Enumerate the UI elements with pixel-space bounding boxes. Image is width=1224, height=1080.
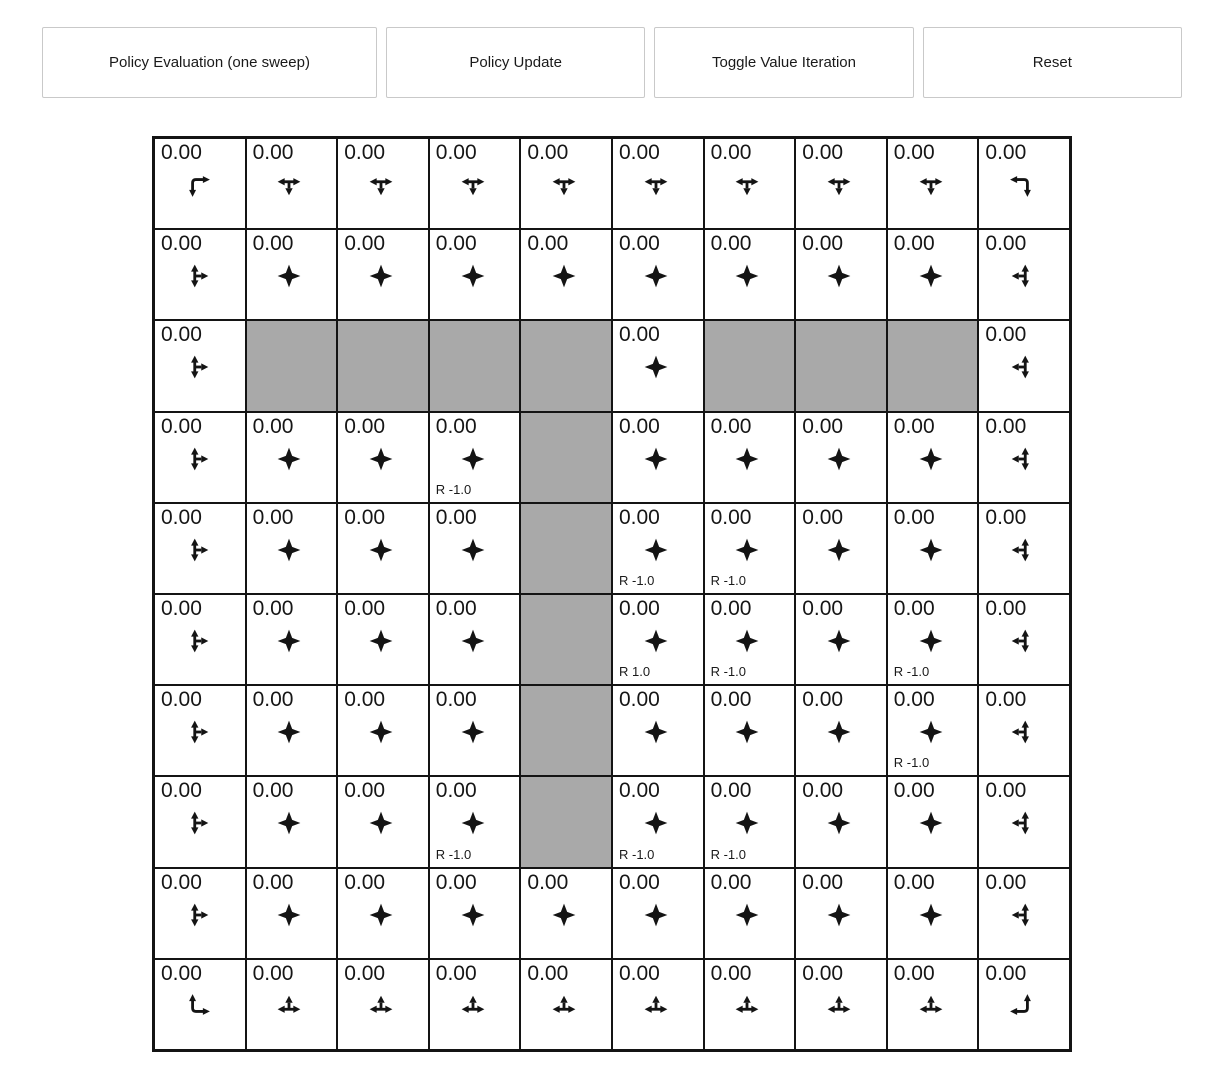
- wall-cell[interactable]: [520, 503, 612, 594]
- arrows-left-right-up-icon: [460, 993, 486, 1019]
- state-value: 0.00: [435, 688, 477, 712]
- state-value: 0.00: [985, 232, 1027, 256]
- arrows-all-directions-icon: [276, 537, 302, 563]
- state-value: 0.00: [435, 596, 477, 620]
- state-cell[interactable]: [154, 412, 246, 503]
- state-cell[interactable]: [246, 138, 338, 229]
- arrows-left-right-down-icon: [551, 172, 577, 198]
- state-cell[interactable]: [337, 685, 429, 776]
- arrows-all-directions-icon: [734, 263, 760, 289]
- state-value: 0.00: [161, 870, 202, 894]
- state-value: 0.00: [893, 870, 935, 894]
- state-cell[interactable]: [154, 503, 246, 594]
- state-value: 0.00: [618, 505, 660, 529]
- state-cell[interactable]: [337, 503, 429, 594]
- arrows-all-directions-icon: [368, 446, 394, 472]
- state-cell[interactable]: [520, 868, 612, 959]
- state-cell[interactable]: [978, 959, 1070, 1050]
- state-cell[interactable]: [154, 138, 246, 229]
- state-value: 0.00: [710, 779, 752, 803]
- state-value: 0.00: [527, 232, 569, 256]
- state-value: 0.00: [985, 141, 1027, 164]
- state-value: 0.00: [435, 961, 477, 985]
- wall-cell[interactable]: [520, 594, 612, 685]
- state-value: 0.00: [252, 779, 294, 803]
- state-cell[interactable]: [795, 776, 887, 867]
- wall-cell[interactable]: [246, 320, 338, 411]
- state-value: 0.00: [893, 232, 935, 256]
- arrows-all-directions-icon: [460, 537, 486, 563]
- wall-cell[interactable]: [429, 320, 521, 411]
- state-cell[interactable]: [704, 138, 796, 229]
- state-cell[interactable]: [978, 776, 1070, 867]
- state-cell[interactable]: [978, 229, 1070, 320]
- state-cell[interactable]: [612, 959, 704, 1050]
- state-cell[interactable]: [887, 412, 979, 503]
- state-cell[interactable]: [704, 229, 796, 320]
- state-value: 0.00: [893, 414, 935, 438]
- state-value: 0.00: [618, 414, 660, 438]
- arrows-up-down-right-icon: [185, 446, 211, 472]
- state-cell[interactable]: [612, 776, 704, 867]
- state-cell[interactable]: [612, 685, 704, 776]
- state-cell[interactable]: [795, 594, 887, 685]
- arrows-left-right-down-icon: [734, 172, 760, 198]
- state-cell[interactable]: [795, 138, 887, 229]
- state-cell[interactable]: [887, 503, 979, 594]
- arrows-all-directions-icon: [643, 902, 669, 928]
- arrows-all-directions-icon: [826, 719, 852, 745]
- state-cell[interactable]: [154, 685, 246, 776]
- arrows-all-directions-icon: [276, 263, 302, 289]
- state-cell[interactable]: [887, 776, 979, 867]
- arrows-all-directions-icon: [918, 810, 944, 836]
- state-cell[interactable]: [429, 138, 521, 229]
- state-cell[interactable]: [520, 959, 612, 1050]
- state-value: 0.00: [802, 688, 844, 712]
- arrows-all-directions-icon: [734, 628, 760, 654]
- arrows-all-directions-icon: [460, 810, 486, 836]
- arrows-all-directions-icon: [276, 446, 302, 472]
- arrows-up-down-left-icon: [1009, 263, 1035, 289]
- state-value: 0.00: [985, 414, 1027, 438]
- state-value: 0.00: [435, 779, 477, 803]
- policy-evaluation-button[interactable]: Policy Evaluation (one sweep): [42, 27, 377, 98]
- state-value: 0.00: [985, 688, 1027, 712]
- state-cell[interactable]: [429, 594, 521, 685]
- state-value: 0.00: [252, 688, 294, 712]
- state-cell[interactable]: [429, 868, 521, 959]
- state-value: 0.00: [985, 505, 1027, 529]
- state-value: 0.00: [344, 688, 386, 712]
- arrows-all-directions-icon: [826, 810, 852, 836]
- state-value: 0.00: [252, 961, 294, 985]
- state-cell[interactable]: [154, 229, 246, 320]
- state-value: 0.00: [985, 870, 1027, 894]
- state-value: 0.00: [344, 596, 386, 620]
- state-cell[interactable]: [887, 868, 979, 959]
- state-cell[interactable]: [246, 412, 338, 503]
- state-cell[interactable]: [612, 503, 704, 594]
- arrows-all-directions-icon: [826, 537, 852, 563]
- state-value: 0.00: [344, 961, 386, 985]
- reward-label: R -1.0: [710, 572, 746, 588]
- arrows-all-directions-icon: [826, 902, 852, 928]
- state-cell[interactable]: [246, 685, 338, 776]
- state-cell[interactable]: [978, 412, 1070, 503]
- arrows-up-down-left-icon: [1009, 902, 1035, 928]
- state-value: 0.00: [710, 688, 752, 712]
- arrows-all-directions-icon: [368, 902, 394, 928]
- state-value: 0.00: [802, 505, 844, 529]
- state-cell[interactable]: [337, 776, 429, 867]
- arrows-all-directions-icon: [276, 810, 302, 836]
- state-cell[interactable]: [337, 229, 429, 320]
- state-value: 0.00: [344, 232, 386, 256]
- state-value: 0.00: [527, 961, 569, 985]
- state-value: 0.00: [252, 596, 294, 620]
- arrows-all-directions-icon: [826, 628, 852, 654]
- toggle-value-iteration-button[interactable]: Toggle Value Iteration: [654, 27, 913, 98]
- state-cell[interactable]: [337, 959, 429, 1050]
- state-value: 0.00: [344, 505, 386, 529]
- arrows-left-right-down-icon: [460, 172, 486, 198]
- state-value: 0.00: [802, 779, 844, 803]
- state-value: 0.00: [802, 414, 844, 438]
- arrows-all-directions-icon: [368, 719, 394, 745]
- reward-label: R -1.0: [893, 664, 930, 680]
- wall-cell[interactable]: [520, 776, 612, 867]
- state-cell[interactable]: [978, 503, 1070, 594]
- state-cell[interactable]: [337, 594, 429, 685]
- state-cell[interactable]: [887, 594, 979, 685]
- state-cell[interactable]: [612, 320, 704, 411]
- state-cell[interactable]: [154, 868, 246, 959]
- state-value: 0.00: [893, 688, 935, 712]
- state-value: 0.00: [161, 323, 202, 347]
- gridworld: [152, 136, 1072, 1052]
- arrows-down-right-icon: [185, 172, 211, 198]
- arrows-all-directions-icon: [734, 537, 760, 563]
- arrows-up-down-left-icon: [1009, 628, 1035, 654]
- state-cell[interactable]: [704, 412, 796, 503]
- arrows-all-directions-icon: [643, 810, 669, 836]
- arrows-all-directions-icon: [734, 810, 760, 836]
- state-cell[interactable]: [795, 503, 887, 594]
- arrows-up-down-right-icon: [185, 537, 211, 563]
- arrows-up-down-right-icon: [185, 263, 211, 289]
- arrows-up-down-left-icon: [1009, 810, 1035, 836]
- state-cell[interactable]: [704, 959, 796, 1050]
- state-cell[interactable]: [337, 412, 429, 503]
- reward-label: R -1.0: [618, 572, 655, 588]
- state-value: 0.00: [618, 323, 660, 347]
- arrows-left-right-up-icon: [276, 993, 302, 1019]
- arrows-all-directions-icon: [643, 537, 669, 563]
- state-value: 0.00: [985, 596, 1027, 620]
- state-value: 0.00: [710, 232, 752, 256]
- reset-button[interactable]: Reset: [923, 27, 1182, 98]
- state-value: 0.00: [618, 779, 660, 803]
- arrows-left-right-up-icon: [551, 993, 577, 1019]
- state-value: 0.00: [344, 779, 386, 803]
- reward-label: R -1.0: [435, 481, 472, 497]
- arrows-left-right-up-icon: [734, 993, 760, 1019]
- arrows-up-down-right-icon: [185, 719, 211, 745]
- state-value: 0.00: [710, 414, 752, 438]
- state-cell[interactable]: [795, 959, 887, 1050]
- state-cell[interactable]: [795, 685, 887, 776]
- state-cell[interactable]: [887, 138, 979, 229]
- state-cell[interactable]: [154, 594, 246, 685]
- state-cell[interactable]: [978, 868, 1070, 959]
- state-value: 0.00: [802, 141, 844, 164]
- state-cell[interactable]: [795, 229, 887, 320]
- state-value: 0.00: [527, 141, 569, 164]
- state-cell[interactable]: [978, 685, 1070, 776]
- state-value: 0.00: [161, 596, 202, 620]
- state-value: 0.00: [344, 414, 386, 438]
- state-cell[interactable]: [978, 138, 1070, 229]
- state-cell[interactable]: [978, 320, 1070, 411]
- state-value: 0.00: [161, 779, 202, 803]
- arrows-left-right-down-icon: [918, 172, 944, 198]
- state-value: 0.00: [618, 961, 660, 985]
- state-cell[interactable]: [704, 868, 796, 959]
- state-value: 0.00: [161, 961, 202, 985]
- reward-label: R -1.0: [710, 846, 746, 862]
- state-cell[interactable]: [429, 412, 521, 503]
- arrows-all-directions-icon: [276, 902, 302, 928]
- wall-cell[interactable]: [520, 320, 612, 411]
- state-value: 0.00: [710, 141, 752, 164]
- toolbar: [42, 27, 1182, 98]
- arrows-left-right-down-icon: [276, 172, 302, 198]
- arrows-up-left-icon: [1009, 993, 1035, 1019]
- arrows-all-directions-icon: [368, 263, 394, 289]
- state-cell[interactable]: [612, 594, 704, 685]
- state-cell[interactable]: [337, 138, 429, 229]
- state-cell[interactable]: [429, 503, 521, 594]
- arrows-up-down-left-icon: [1009, 354, 1035, 380]
- arrows-all-directions-icon: [918, 628, 944, 654]
- state-value: 0.00: [802, 961, 844, 985]
- reward-label: R 1.0: [618, 664, 651, 680]
- state-cell[interactable]: [246, 959, 338, 1050]
- state-value: 0.00: [161, 688, 202, 712]
- reward-label: R -1.0: [893, 755, 930, 771]
- wall-cell[interactable]: [887, 320, 979, 411]
- arrows-all-directions-icon: [460, 446, 486, 472]
- state-cell[interactable]: [795, 868, 887, 959]
- arrows-down-left-icon: [1009, 172, 1035, 198]
- arrows-all-directions-icon: [643, 628, 669, 654]
- arrows-all-directions-icon: [734, 446, 760, 472]
- arrows-all-directions-icon: [918, 719, 944, 745]
- arrows-all-directions-icon: [551, 263, 577, 289]
- state-value: 0.00: [161, 414, 202, 438]
- wall-cell[interactable]: [520, 685, 612, 776]
- arrows-left-right-down-icon: [368, 172, 394, 198]
- arrows-all-directions-icon: [918, 263, 944, 289]
- state-value: 0.00: [527, 870, 569, 894]
- state-value: 0.00: [344, 141, 386, 164]
- state-cell[interactable]: [704, 776, 796, 867]
- arrows-all-directions-icon: [643, 719, 669, 745]
- state-cell[interactable]: [887, 229, 979, 320]
- state-cell[interactable]: [246, 229, 338, 320]
- state-cell[interactable]: [612, 138, 704, 229]
- arrows-up-down-right-icon: [185, 354, 211, 380]
- state-cell[interactable]: [612, 868, 704, 959]
- state-cell[interactable]: [612, 229, 704, 320]
- arrows-up-right-icon: [185, 993, 211, 1019]
- state-value: 0.00: [710, 505, 752, 529]
- state-value: 0.00: [710, 870, 752, 894]
- arrows-left-right-down-icon: [643, 172, 669, 198]
- state-value: 0.00: [893, 596, 935, 620]
- arrows-all-directions-icon: [460, 902, 486, 928]
- state-value: 0.00: [252, 870, 294, 894]
- state-cell[interactable]: [612, 412, 704, 503]
- state-cell[interactable]: [246, 503, 338, 594]
- arrows-left-right-up-icon: [643, 993, 669, 1019]
- arrows-all-directions-icon: [918, 902, 944, 928]
- arrows-up-down-right-icon: [185, 902, 211, 928]
- arrows-all-directions-icon: [643, 263, 669, 289]
- arrows-all-directions-icon: [734, 902, 760, 928]
- state-cell[interactable]: [978, 594, 1070, 685]
- arrows-all-directions-icon: [643, 354, 669, 380]
- state-cell[interactable]: [246, 868, 338, 959]
- state-value: 0.00: [618, 870, 660, 894]
- wall-cell[interactable]: [337, 320, 429, 411]
- arrows-all-directions-icon: [551, 902, 577, 928]
- arrows-all-directions-icon: [368, 537, 394, 563]
- arrows-all-directions-icon: [918, 537, 944, 563]
- state-value: 0.00: [161, 141, 202, 164]
- arrows-up-down-left-icon: [1009, 537, 1035, 563]
- arrows-all-directions-icon: [368, 810, 394, 836]
- reward-label: R -1.0: [618, 846, 655, 862]
- arrows-up-down-left-icon: [1009, 719, 1035, 745]
- state-cell[interactable]: [337, 868, 429, 959]
- state-cell[interactable]: [154, 320, 246, 411]
- arrows-all-directions-icon: [918, 446, 944, 472]
- state-cell[interactable]: [520, 229, 612, 320]
- state-cell[interactable]: [704, 685, 796, 776]
- arrows-all-directions-icon: [734, 719, 760, 745]
- state-cell[interactable]: [154, 776, 246, 867]
- arrows-left-right-up-icon: [368, 993, 394, 1019]
- state-value: 0.00: [802, 596, 844, 620]
- state-value: 0.00: [618, 232, 660, 256]
- wall-cell[interactable]: [795, 320, 887, 411]
- policy-update-button[interactable]: Policy Update: [386, 27, 645, 98]
- state-value: 0.00: [710, 961, 752, 985]
- arrows-all-directions-icon: [826, 263, 852, 289]
- state-value: 0.00: [435, 870, 477, 894]
- state-value: 0.00: [435, 505, 477, 529]
- state-value: 0.00: [435, 141, 477, 164]
- state-cell[interactable]: [520, 138, 612, 229]
- arrows-left-right-down-icon: [826, 172, 852, 198]
- arrows-up-down-left-icon: [1009, 446, 1035, 472]
- state-value: 0.00: [252, 141, 294, 164]
- state-value: 0.00: [344, 870, 386, 894]
- state-cell[interactable]: [429, 776, 521, 867]
- state-value: 0.00: [985, 323, 1027, 347]
- state-value: 0.00: [893, 961, 935, 985]
- state-cell[interactable]: [795, 412, 887, 503]
- arrows-all-directions-icon: [276, 719, 302, 745]
- state-value: 0.00: [985, 779, 1027, 803]
- state-value: 0.00: [985, 961, 1027, 985]
- state-value: 0.00: [252, 232, 294, 256]
- arrows-all-directions-icon: [460, 263, 486, 289]
- state-value: 0.00: [618, 596, 660, 620]
- arrows-left-right-up-icon: [918, 993, 944, 1019]
- state-cell[interactable]: [887, 685, 979, 776]
- arrows-up-down-right-icon: [185, 810, 211, 836]
- arrows-all-directions-icon: [460, 628, 486, 654]
- wall-cell[interactable]: [520, 412, 612, 503]
- state-cell[interactable]: [429, 959, 521, 1050]
- state-value: 0.00: [252, 505, 294, 529]
- reward-label: R -1.0: [435, 846, 472, 862]
- state-value: 0.00: [435, 232, 477, 256]
- state-cell[interactable]: [246, 594, 338, 685]
- state-value: 0.00: [802, 870, 844, 894]
- arrows-all-directions-icon: [368, 628, 394, 654]
- arrows-all-directions-icon: [826, 446, 852, 472]
- state-value: 0.00: [252, 414, 294, 438]
- state-cell[interactable]: [246, 776, 338, 867]
- reward-label: R -1.0: [710, 664, 746, 680]
- state-cell[interactable]: [887, 959, 979, 1050]
- arrows-all-directions-icon: [276, 628, 302, 654]
- arrows-all-directions-icon: [643, 446, 669, 472]
- state-value: 0.00: [802, 232, 844, 256]
- state-cell[interactable]: [429, 685, 521, 776]
- state-cell[interactable]: [429, 229, 521, 320]
- state-value: 0.00: [618, 141, 660, 164]
- state-cell[interactable]: [704, 503, 796, 594]
- state-cell[interactable]: [704, 594, 796, 685]
- state-value: 0.00: [161, 505, 202, 529]
- state-value: 0.00: [893, 505, 935, 529]
- state-value: 0.00: [618, 688, 660, 712]
- state-value: 0.00: [161, 232, 202, 256]
- state-value: 0.00: [710, 596, 752, 620]
- arrows-all-directions-icon: [460, 719, 486, 745]
- state-value: 0.00: [893, 141, 935, 164]
- arrows-left-right-up-icon: [826, 993, 852, 1019]
- state-value: 0.00: [893, 779, 935, 803]
- state-cell[interactable]: [154, 959, 246, 1050]
- arrows-up-down-right-icon: [185, 628, 211, 654]
- wall-cell[interactable]: [704, 320, 796, 411]
- state-value: 0.00: [435, 414, 477, 438]
